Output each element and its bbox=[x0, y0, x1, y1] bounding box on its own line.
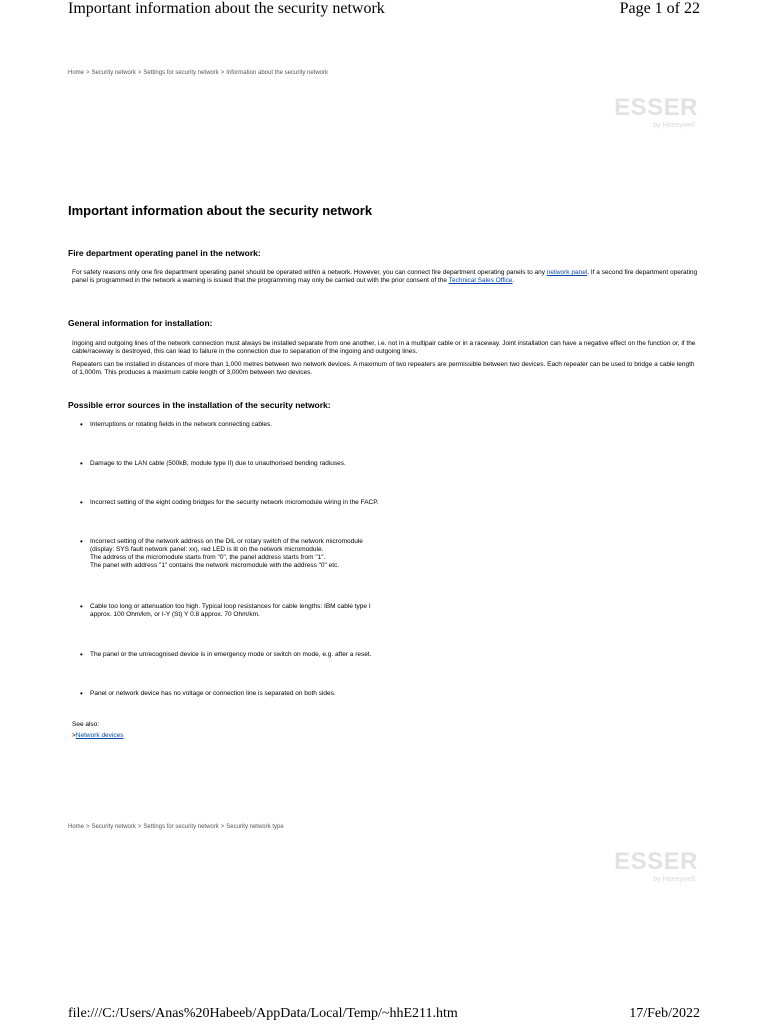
esser-logo bbox=[611, 96, 701, 130]
technical-sales-office-link[interactable]: Technical Sales Office bbox=[448, 277, 513, 284]
general-paragraph-1: Ingoing and outgoing lines of the network connection must always be installed separate from one another, i.e. not in a multipair cable or in a raceway. Joint installation can have a negative effect on the function or, if the cable/raceway is destroyed, this can lead to failure in the connection due to separation of the ingoing and outgoing lines. bbox=[72, 340, 696, 355]
breadcrumb-separator: > bbox=[220, 824, 225, 830]
list-item bbox=[80, 460, 690, 468]
list-item-text: • Cable too long or attenuation too high. Typical loop resistances for cable lengths: IBM cable type I bbox=[90, 603, 371, 610]
esser-logo bbox=[611, 850, 701, 884]
logo-subtitle: by Honeywell bbox=[653, 122, 695, 129]
breadcrumb-item-security-network[interactable]: Security network bbox=[91, 70, 136, 76]
breadcrumb-item-settings[interactable]: Settings for security network bbox=[143, 70, 219, 76]
text-run: For safety reasons only one fire department operating panel should be operated within a network. However, you can connect fire department operating panels to any bbox=[72, 269, 547, 276]
print-footer-file-path: file:///C:/Users/Anas%20Habeeb/AppData/Local/Temp/~hhE211.htm bbox=[68, 1006, 458, 1021]
list-item-text: approx. 100 Ohm/km, or I-Y (St) Y 0.8 approx. 70 Ohm/km. bbox=[90, 611, 260, 618]
see-also-prefix: > bbox=[72, 732, 76, 739]
breadcrumb bbox=[68, 70, 328, 76]
print-header-title: Important information about the security network bbox=[68, 0, 385, 17]
section-heading-error-sources: Possible error sources in the installation of the security network: bbox=[68, 400, 331, 410]
print-footer-date: 17/Feb/2022 bbox=[629, 1006, 700, 1021]
list-item bbox=[80, 421, 690, 429]
breadcrumb bbox=[68, 824, 284, 830]
see-also-label: See also: bbox=[72, 721, 100, 728]
breadcrumb-separator: > bbox=[137, 824, 142, 830]
list-item-text: • Incorrect setting of the network address on the DIL or rotary switch of the network micromodule bbox=[90, 538, 363, 545]
list-item bbox=[80, 690, 690, 698]
list-item bbox=[80, 538, 690, 570]
print-header-page-number: Page 1 of 22 bbox=[619, 0, 700, 17]
network-panel-link[interactable]: network panel bbox=[546, 269, 588, 276]
list-item-text: • The panel or the unrecognised device is in emergency mode or switch on mode, e.g. after a reset. bbox=[90, 651, 372, 658]
breadcrumb-item-current: Information about the security network bbox=[226, 70, 329, 76]
see-also-entry bbox=[72, 732, 123, 739]
breadcrumb-item-settings[interactable]: Settings for security network bbox=[143, 824, 219, 830]
general-paragraph-2: Repeaters can be installed in distances of more than 1,000 metres between two network devices. A maximum of two repeaters are permissible between two devices. Each repeater can be used to bridge a cable length of 1,000m. This produces a maximum cable length of 3,000m between two devices. bbox=[72, 361, 695, 376]
logo-brand: ESSER bbox=[614, 94, 698, 121]
text-run: . If a second fire department operating panel is programmed in the network a warning is issued that the programming may only be carried out with the prior consent of the bbox=[72, 269, 698, 284]
breadcrumb-item-home[interactable]: Home bbox=[68, 824, 85, 830]
list-item-text: • Panel or network device has no voltage or connection line is separated on both sides. bbox=[90, 690, 336, 697]
list-item-text: • Interruptions or rotating fields in the network connecting cables. bbox=[90, 421, 273, 428]
list-item-text: The address of the micromodule starts from "0", the panel address starts from "1". bbox=[90, 554, 326, 561]
breadcrumb-item-security-network[interactable]: Security network bbox=[91, 824, 136, 830]
breadcrumb-separator: > bbox=[220, 70, 225, 76]
section-heading-fire-department: Fire department operating panel in the network: bbox=[68, 248, 261, 258]
page-title: Important information about the security network bbox=[68, 203, 373, 218]
breadcrumb-item-home[interactable]: Home bbox=[68, 70, 85, 76]
breadcrumb-separator: > bbox=[86, 70, 90, 76]
text-run: . bbox=[512, 277, 515, 284]
logo-brand: ESSER bbox=[614, 848, 698, 875]
breadcrumb-separator: > bbox=[137, 70, 142, 76]
section-heading-general-installation: General information for installation: bbox=[68, 318, 213, 328]
list-item-text: (display: SYS fault network panel: xx), red LED is lit on the network micromodule. bbox=[90, 546, 324, 553]
list-item bbox=[80, 603, 690, 619]
network-devices-link[interactable]: Network devices bbox=[75, 732, 124, 739]
list-item-text: • Damage to the LAN cable (500kB, module type II) due to unauthorised bending radiuses. bbox=[90, 460, 346, 467]
list-item-text: • Incorrect setting of the eight coding bridges for the security network micromodule wiring in the FACP. bbox=[90, 499, 379, 506]
list-item bbox=[80, 499, 690, 507]
breadcrumb-separator: > bbox=[86, 824, 90, 830]
list-item-text: The panel with address "1" contains the network micromodule with the address "0" etc. bbox=[90, 562, 340, 569]
breadcrumb-item-current: Security network type bbox=[226, 824, 284, 830]
fire-department-paragraph bbox=[72, 269, 700, 285]
logo-subtitle: by Honeywell bbox=[653, 876, 695, 883]
list-item bbox=[80, 651, 690, 659]
